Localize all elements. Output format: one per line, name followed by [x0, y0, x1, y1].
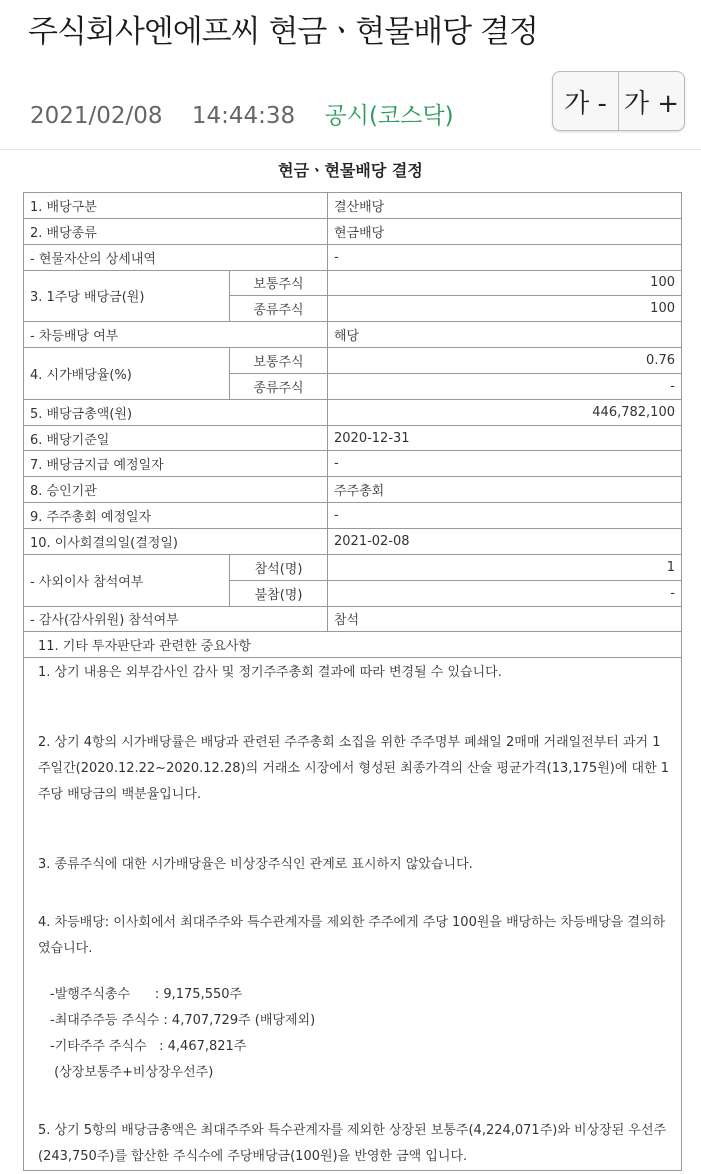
- row-label: - 사외이사 참석여부: [24, 554, 230, 606]
- row-label: - 감사(감사위원) 참석여부: [24, 606, 328, 632]
- page-title: 주식회사엔에프씨 현금ㆍ현물배당 결정: [28, 14, 538, 50]
- disclosure-category: 공시(코스닥): [324, 103, 454, 129]
- row-value: 100: [328, 270, 682, 296]
- row-label: 3. 1주당 배당금(원): [24, 270, 230, 322]
- notes-cell: [24, 658, 682, 1171]
- disclosure-date: 2021/02/08: [30, 103, 163, 129]
- row-value: 0.76: [328, 348, 682, 374]
- row-value: 현금배당: [328, 218, 682, 244]
- row-value: 결산배당: [328, 193, 682, 219]
- row-label: 6. 배당기준일: [24, 425, 328, 451]
- row-label: - 차등배당 여부: [24, 322, 328, 348]
- sub-label: 보통주식: [230, 270, 328, 296]
- header-divider: [0, 149, 701, 150]
- table-row: [24, 322, 682, 348]
- row-label: 4. 시가배당율(%): [24, 348, 230, 400]
- note-2: 2. 상기 4항의 시가배당률은 배당과 관련된 주주총회 소집을 위한 주주명부 폐쇄일 2매매 거래일전부터 과거 1주일간(2020.12.22~2020.12.28)의 거래소 시장에서 형성된 최종가격의 산술 평균가격(13,175원)에 대한 1주당 배당금의 백분율입니다.: [38, 735, 670, 803]
- row-value: 주주총회: [328, 477, 682, 503]
- table-row: [24, 554, 682, 580]
- row-label: 1. 배당구분: [24, 193, 328, 219]
- row-label: 5. 배당금총액(원): [24, 399, 328, 425]
- table-row: [24, 632, 682, 658]
- row-value: -: [328, 451, 682, 477]
- font-increase-button[interactable]: 가 +: [618, 72, 684, 130]
- table-row: [24, 270, 682, 296]
- row-label: 11. 기타 투자판단과 관련한 중요사항: [24, 632, 682, 658]
- row-label: - 현물자산의 상세내역: [24, 244, 328, 270]
- table-row: [24, 348, 682, 374]
- table-row: [24, 477, 682, 503]
- row-value: 2021-02-08: [328, 528, 682, 554]
- row-value: -: [328, 580, 682, 606]
- row-value: -: [328, 373, 682, 399]
- table-row: [24, 218, 682, 244]
- table-row: [24, 451, 682, 477]
- sub-label: 종류주식: [230, 373, 328, 399]
- sub-label: 불참(명): [230, 580, 328, 606]
- note-1: 1. 상기 내용은 외부감사인 감사 및 정기주주총회 결과에 따라 변경될 수 있습니다.: [38, 665, 502, 681]
- font-decrease-button[interactable]: 가 -: [564, 88, 607, 119]
- row-value: 해당: [328, 322, 682, 348]
- table-row: [24, 399, 682, 425]
- row-value: -: [328, 244, 682, 270]
- row-label: 8. 승인기관: [24, 477, 328, 503]
- note-4-line: -기타주주 주식수 : 4,467,821주: [50, 1039, 247, 1055]
- disclosure-meta: [30, 97, 476, 130]
- sub-label: 종류주식: [230, 296, 328, 322]
- note-4-line: -발행주식총수 : 9,175,550주: [50, 987, 243, 1003]
- table-row: [24, 425, 682, 451]
- notes-row: [24, 658, 682, 1171]
- sub-label: 참석(명): [230, 554, 328, 580]
- row-label: 7. 배당금지급 예정일자: [24, 451, 328, 477]
- table-row: [24, 244, 682, 270]
- row-value: 참석: [328, 606, 682, 632]
- row-label: 10. 이사회결의일(결정일): [24, 528, 328, 554]
- table-row: [24, 503, 682, 529]
- sub-label: 보통주식: [230, 348, 328, 374]
- note-4: 4. 차등배당: 이사회에서 최대주주와 특수관계자를 제외한 주주에게 주당 100원을 배당하는 차등배당을 결의하였습니다.: [38, 915, 666, 957]
- row-value: 446,782,100: [328, 399, 682, 425]
- row-value: 1: [328, 554, 682, 580]
- row-label: 9. 주주총회 예정일자: [24, 503, 328, 529]
- document-heading: 현금ㆍ현물배당 결정: [278, 161, 423, 180]
- table-row: [24, 528, 682, 554]
- note-4-line: (상장보통주+비상장우선주): [50, 1065, 214, 1081]
- row-value: 2020-12-31: [328, 425, 682, 451]
- row-value: -: [328, 503, 682, 529]
- note-5: 5. 상기 5항의 배당금총액은 최대주주와 특수관계자를 제외한 상장된 보통주(4,224,071주)와 비상장된 우선주(243,750주)를 합산한 주식수에 주당배당금(100원)을 반영한 금액 입니다.: [38, 1123, 667, 1165]
- table-row: [24, 606, 682, 632]
- dividend-table: [23, 192, 682, 1171]
- table-row: [24, 193, 682, 219]
- row-label: 2. 배당종류: [24, 218, 328, 244]
- note-3: 3. 종류주식에 대한 시가배당율은 비상장주식인 관계로 표시하지 않았습니다.: [38, 857, 473, 873]
- note-4-line: -최대주주등 주식수 : 4,707,729주 (배당제외): [50, 1013, 316, 1029]
- disclosure-time: 14:44:38: [191, 103, 296, 129]
- row-value: 100: [328, 296, 682, 322]
- font-size-control: [552, 71, 685, 131]
